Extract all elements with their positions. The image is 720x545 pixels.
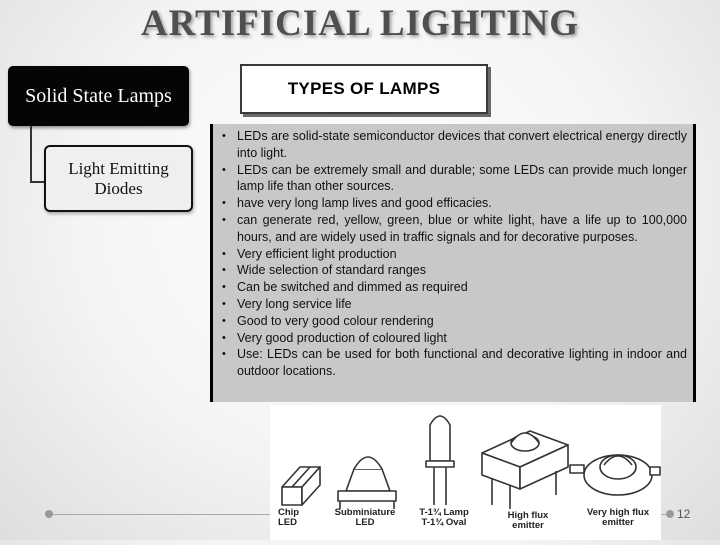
bullet-item <box>219 346 687 380</box>
high-flux-emitter-icon <box>482 431 568 509</box>
bullet-icon: • <box>222 331 226 344</box>
bullet-item <box>219 195 687 212</box>
bullet-icon: • <box>222 281 226 294</box>
bullet-item <box>219 246 687 263</box>
led-description-panel <box>210 124 696 402</box>
bullet-item <box>219 128 687 162</box>
hierarchy-connector-horizontal <box>30 181 44 183</box>
bullet-icon: • <box>222 130 226 142</box>
types-of-lamps-heading: TYPES OF LAMPS <box>240 64 488 114</box>
hierarchy-connector-vertical <box>30 126 32 182</box>
bullet-item <box>219 162 687 196</box>
bullet-icon: • <box>222 297 226 310</box>
chip-led-label: Chip LED <box>278 507 300 528</box>
bullet-text: Very good production of coloured light <box>237 330 447 345</box>
bullet-list <box>219 128 687 380</box>
footer-line-left <box>53 514 270 515</box>
bullet-icon: • <box>222 348 226 361</box>
high-flux-emitter-label: High flux emitter <box>507 510 549 531</box>
footer-left-dot <box>45 510 53 518</box>
t1-lamp-icon <box>426 416 454 505</box>
subminiature-led-label: Subminiature LED <box>334 507 396 528</box>
led-box: Light Emitting Diodes <box>44 145 193 212</box>
bullet-icon: • <box>222 247 226 260</box>
bullet-item <box>219 279 687 296</box>
slide-title: ARTIFICIAL LIGHTING <box>140 3 580 44</box>
bullet-icon: • <box>222 314 226 327</box>
bullet-text: Can be switched and dimmed as required <box>237 280 468 295</box>
bullet-text: Very long service life <box>237 296 352 311</box>
t1-lamp-label: T-1¾ Lamp T-1¾ Oval <box>419 507 469 528</box>
bullet-item <box>219 262 687 279</box>
bullet-icon: • <box>222 213 226 226</box>
led-types-illustration <box>270 405 661 540</box>
page-number: 12 <box>677 507 691 521</box>
bullet-text: LEDs can be extremely small and durable; some LEDs can provide much longer lamp life than other sources. <box>237 162 687 194</box>
bullet-text: Use: LEDs can be used for both functional and decorative lighting in indoor and outdoor locations. <box>237 347 687 379</box>
footer-right-dot <box>666 510 674 518</box>
bullet-text: Very efficient light production <box>237 246 397 261</box>
very-high-flux-emitter-label: Very high flux emitter <box>586 507 650 528</box>
bullet-icon: • <box>222 197 226 210</box>
bullet-item <box>219 212 687 246</box>
bullet-text: Wide selection of standard ranges <box>237 263 426 278</box>
very-high-flux-emitter-icon <box>570 455 660 495</box>
bullet-icon: • <box>222 264 226 277</box>
bullet-text: have very long lamp lives and good efficacies. <box>237 196 492 211</box>
bullet-item <box>219 313 687 330</box>
bullet-item <box>219 330 687 347</box>
bullet-text: Good to very good colour rendering <box>237 313 434 328</box>
solid-state-lamps-box: Solid State Lamps <box>8 66 189 126</box>
bullet-text: LEDs are solid-state semiconductor devices that convert electrical energy directly into light. <box>237 129 687 160</box>
bullet-text: can generate red, yellow, green, blue or white light, have a life up to 100,000 hours, and are widely used in traffic signals and for decorative purposes. <box>237 212 687 244</box>
subminiature-led-icon <box>338 457 396 509</box>
bullet-item <box>219 296 687 313</box>
bullet-icon: • <box>222 163 226 176</box>
chip-led-icon <box>282 467 320 505</box>
